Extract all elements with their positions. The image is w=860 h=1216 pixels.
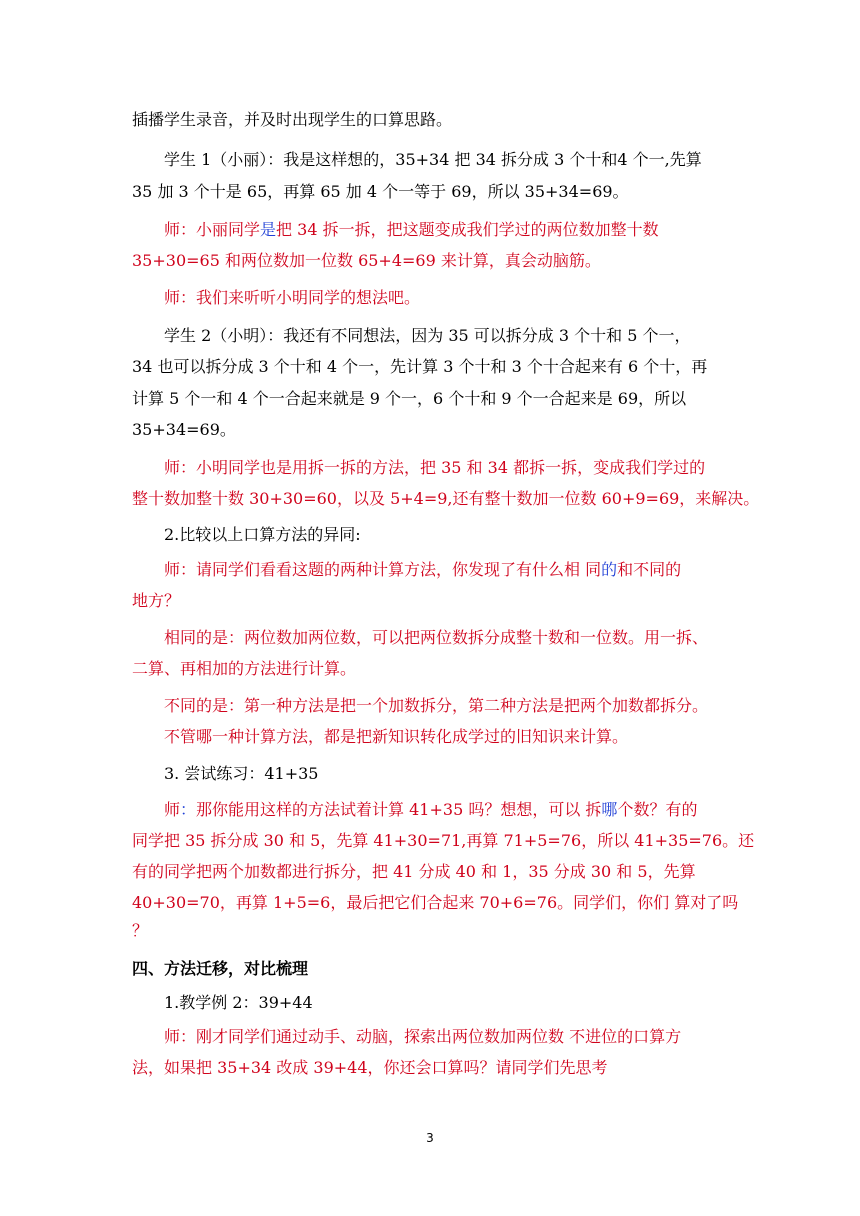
teacher-line: 师：刚才同学们通过动手、动脑，探索出两位数加两位数 不进位的口算方 — [164, 1027, 682, 1046]
text-line: 3. 尝试练习：41+35 — [164, 764, 319, 783]
text-line: 不管哪一种计算方法，都是把新知识转化成学过的旧知识来计算。 — [164, 727, 629, 746]
text-line: ？ — [132, 921, 149, 940]
section-heading: 四、方法迁移，对比梳理 — [132, 959, 309, 978]
teacher-label: 师： — [164, 220, 197, 239]
text-line: 法，如果把 35+34 改成 39+44，你还会口算吗？请同学们先思考 — [132, 1058, 608, 1077]
teacher-line: 师：小明同学也是用拆一拆的方法，把 35 和 34 都拆一拆，变成我们学过的 — [164, 458, 706, 477]
teacher-label: 师： — [164, 1027, 197, 1046]
teacher-label: 师： — [164, 458, 197, 477]
text-line: 地方？ — [132, 591, 181, 610]
text-line: 2.比较以上口算方法的异同: — [164, 525, 361, 544]
text-line: 35+34=69。 — [132, 420, 236, 439]
text-line: 34 也可以拆分成 3 个十和 4 个一，先计算 3 个十和 3 个十合起来有 6 个十，再 — [132, 357, 708, 376]
teacher-line: 师：那你能用这样的方法试着计算 41+35 吗？想想，可以 拆哪个数？有的 — [164, 800, 698, 819]
teacher-label: 师 — [164, 800, 181, 819]
text-line: 35+30=65 和两位数加一位数 65+4=69 来计算，真会动脑筋。 — [132, 251, 601, 270]
text-line: 有的同学把两个加数都进行拆分，把 41 分成 40 和 1，35 分成 30 和 5，先算 — [132, 862, 696, 881]
text-line: 同学把 35 拆分成 30 和 5，先算 41+30=71,再算 71+5=76，所以 41+35=76。还 — [132, 831, 755, 850]
teacher-line: 师：请同学们看看这题的两种计算方法，你发现了有什么相 同的和不同的 — [164, 560, 682, 579]
text-line: 整十数加整十数 30+30=60，以及 5+4=9,还有整十数加一位数 60+9=69，来解决。 — [132, 489, 760, 508]
teacher-label: 师： — [164, 560, 197, 579]
teacher-line: 师：我们来听听小明同学的想法吧。 — [164, 288, 421, 307]
teacher-line: 师：小丽同学是把 34 拆一拆，把这题变成我们学过的两位数加整十数 — [164, 220, 659, 239]
page-number: 3 — [426, 1131, 434, 1145]
teacher-label: 师： — [164, 288, 197, 307]
text-line: 相同的是：两位数加两位数，可以把两位数拆分成整十数和一位数。用一拆、 — [164, 628, 709, 647]
text-line: 二算、再相加的方法进行计算。 — [132, 659, 357, 678]
text-line: 1.教学例 2：39+44 — [164, 993, 313, 1012]
text-line: 35 加 3 个十是 65，再算 65 加 4 个一等于 69，所以 35+34=69。 — [132, 182, 629, 201]
text-line: 40+30=70，再算 1+5=6，最后把它们合起来 70+6=76。同学们，你们 算对了吗 — [132, 893, 739, 912]
text-line: 插播学生录音，并及时出现学生的口算思路。 — [132, 110, 453, 129]
text-line: 不同的是：第一种方法是把一个加数拆分，第二种方法是把两个加数都拆分。 — [164, 696, 709, 715]
text-line: 学生 2（小明）：我还有不同想法，因为 35 可以拆分成 3 个十和 5 个一， — [164, 326, 691, 345]
text-line: 计算 5 个一和 4 个一合起来就是 9 个一，6 个十和 9 个一合起来是 69，所以 — [132, 389, 687, 408]
text-line: 学生 1（小丽）：我是这样想的，35+34 把 34 拆分成 3 个十和4 个一,先算 — [164, 150, 702, 169]
